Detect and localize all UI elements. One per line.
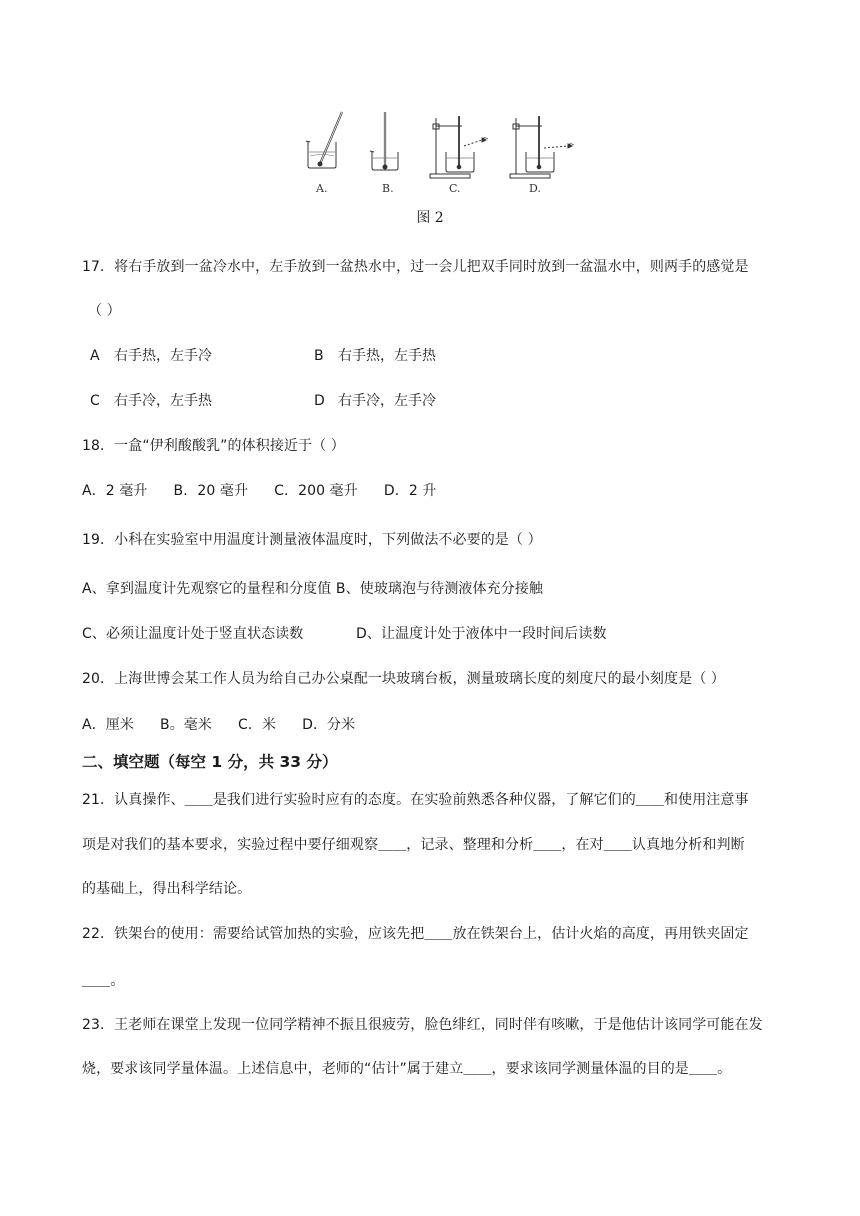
question-17-answer-paren: （ ） (88, 303, 121, 319)
question-21-line-2: 项是对我们的基本要求，实验过程中要仔细观察＿＿，记录、整理和分析＿＿，在对＿＿认真地分析和判断 (82, 837, 745, 853)
option-d[interactable]: D．2 升 (383, 483, 437, 499)
option-text: 右手冷，左手冷 (338, 393, 436, 409)
option-c[interactable]: C．米 (238, 717, 277, 733)
question-22-line-1: 22．铁架台的使用：需要给试管加热的实验，应该先把＿＿放在铁架台上，估计火焰的高度，再用铁夹固定 (82, 926, 749, 942)
question-19-stem: 19．小科在实验室中用温度计测量液体温度时，下列做法不必要的是（ ） (82, 532, 542, 548)
thermometer-diagram (296, 104, 586, 196)
option-b[interactable] (314, 345, 436, 365)
question-17-stem: 17．将右手放到一盆冷水中，左手放到一盆热水中，过一会儿把双手同时放到一盆温水中，则两手的感觉是 (82, 259, 749, 275)
question-20-stem: 20．上海世博会某工作人员为给自己办公桌配一块玻璃台板，测量玻璃长度的刻度尺的最小刻度是（ ） (82, 671, 725, 687)
option-a[interactable] (90, 345, 314, 365)
figure-label-b: B. (382, 182, 394, 195)
figure-caption: 图 2 (416, 210, 444, 226)
figure-label-c: C. (449, 182, 461, 195)
figure-label-a: A. (316, 182, 328, 195)
option-d[interactable] (314, 390, 436, 410)
option-letter: C (90, 393, 100, 409)
question-18-options (82, 480, 463, 500)
setup-c-stand (430, 116, 488, 178)
thermometer-figure (296, 104, 586, 196)
question-23-line-1: 23．王老师在课堂上发现一位同学精神不振且很疲劳，脸色绯红，同时伴有咳嗽，于是他估计该同学可能在发 (82, 1017, 763, 1033)
option-c[interactable] (90, 390, 314, 410)
setup-d-stand (510, 116, 574, 178)
option-a[interactable]: A．厘米 (82, 717, 134, 733)
option-b[interactable]: B．20 毫升 (173, 483, 249, 499)
option-b[interactable]: B。毫米 (159, 717, 212, 733)
question-22-line-2: ＿＿。 (82, 973, 125, 989)
question-19-option-d[interactable]: D、让温度计处于液体中一段时间后读数 (356, 626, 607, 642)
option-d[interactable]: D．分米 (302, 717, 356, 733)
option-c[interactable]: C．200 毫升 (274, 483, 358, 499)
question-21-line-3: 的基础上，得出科学结论。 (82, 881, 252, 897)
section-2-title: 二、填空题（每空 1 分，共 33 分） (82, 753, 338, 771)
setup-b-beaker (370, 112, 398, 170)
question-17-options-row-2 (90, 390, 436, 410)
question-18-stem: 18．一盒“伊利酸酸乳”的体积接近于（ ） (82, 438, 345, 454)
option-letter: B (314, 348, 324, 364)
option-text: 右手热，左手冷 (114, 348, 212, 364)
question-19-options-ab[interactable]: A、拿到温度计先观察它的量程和分度值 B、使玻璃泡与待测液体充分接触 (82, 581, 544, 597)
option-letter: D (314, 393, 325, 409)
question-23-line-2: 烧，要求该同学量体温。上述信息中，老师的“估计”属于建立＿＿，要求该同学测量体温的目的是＿＿。 (82, 1061, 732, 1077)
figure-label-d: D. (529, 182, 541, 195)
option-letter: A (90, 348, 100, 364)
question-17-options-row-1 (90, 345, 436, 365)
option-text: 右手冷，左手热 (114, 393, 212, 409)
option-a[interactable]: A．2 毫升 (82, 483, 148, 499)
question-21-line-1: 21．认真操作、＿＿是我们进行实验时应有的态度。在实验前熟悉各种仪器，了解它们的＿＿和使用注意事 (82, 792, 749, 808)
option-text: 右手热，左手热 (338, 348, 436, 364)
question-19-option-c[interactable]: C、必须让温度计处于竖直状态读数 (82, 626, 304, 642)
question-20-options (82, 714, 381, 734)
setup-a-beaker (306, 112, 342, 168)
